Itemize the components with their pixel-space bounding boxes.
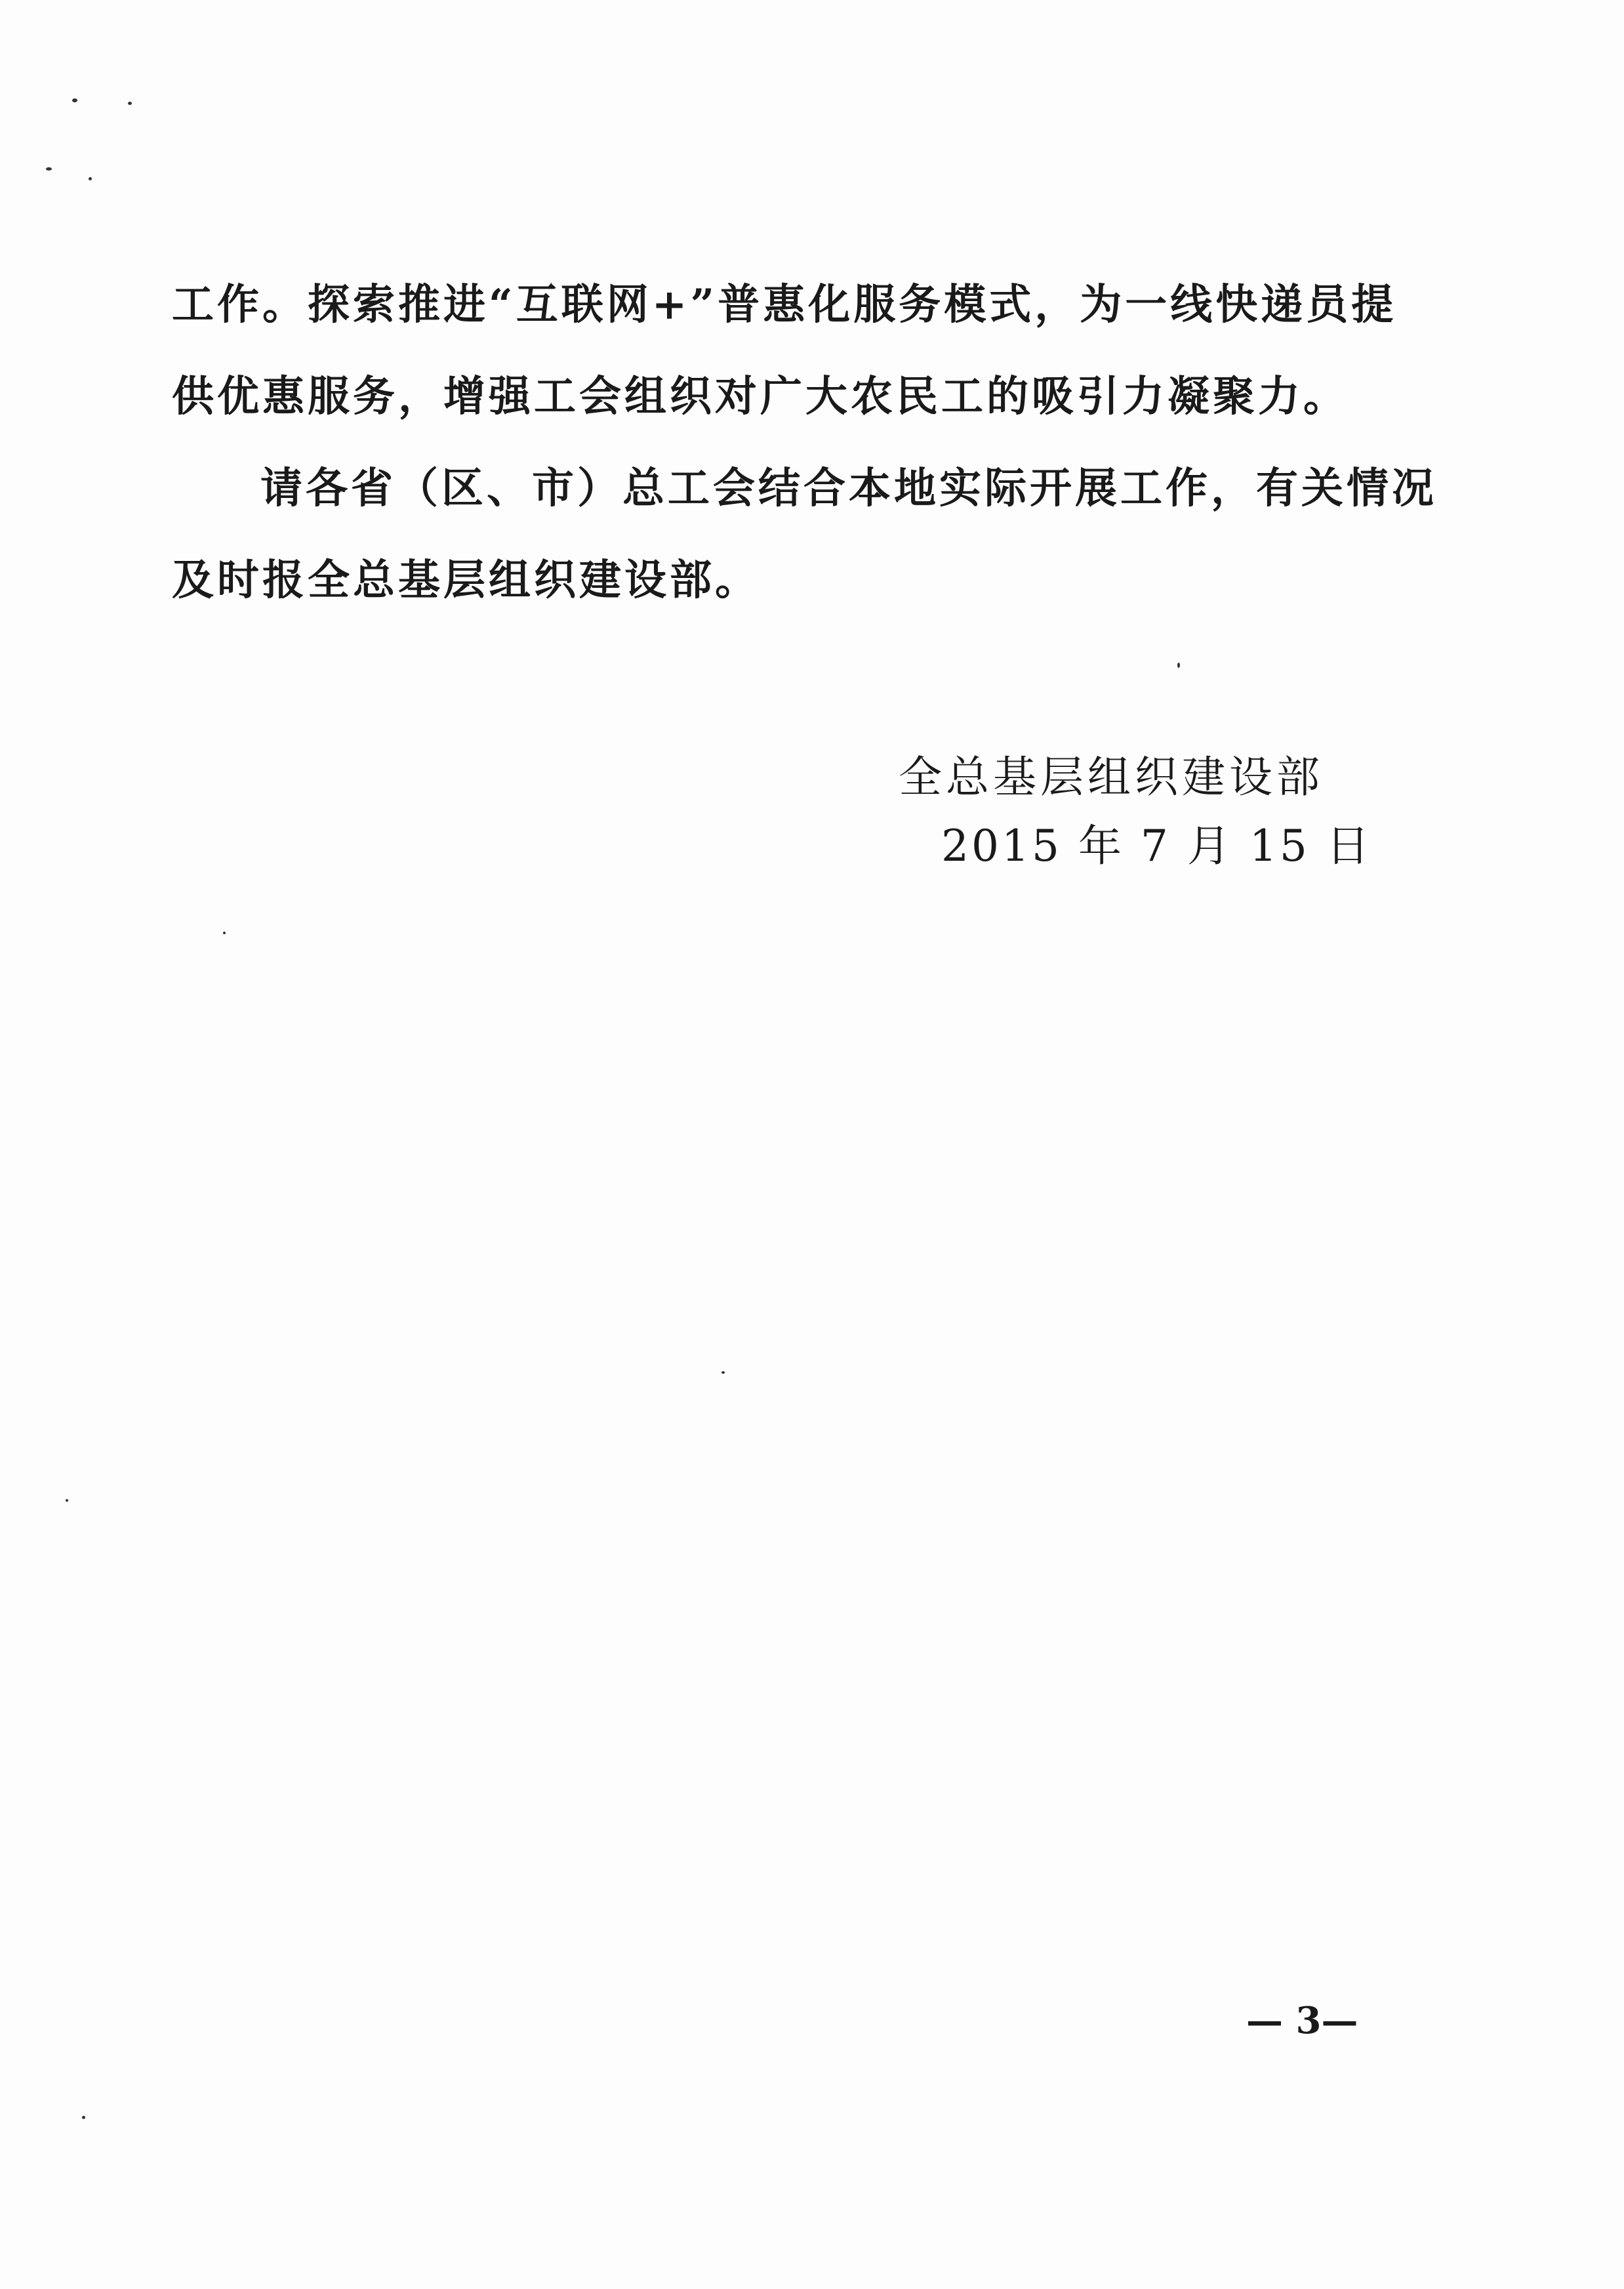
paragraph-request-line: 及时报全总基层组织建设部。 bbox=[172, 556, 760, 605]
scan-speck bbox=[72, 98, 77, 102]
page-number: — 3— bbox=[1246, 1999, 1358, 2042]
scan-speck bbox=[721, 1371, 725, 1374]
issue-date: 2015 年 7 月 15 日 bbox=[941, 821, 1372, 871]
scan-speck bbox=[46, 167, 52, 171]
paragraph-continued-line: 供优惠服务，增强工会组织对广大农民工的吸引力凝聚力。 bbox=[172, 372, 1349, 421]
paragraph-request-line: 请各省（区、市）总工会结合本地实际开展工作，有关情况 bbox=[260, 464, 1437, 513]
paragraph-continued-line: 工作。探索推进“互联网+”普惠化服务模式，为一线快递员提 bbox=[172, 280, 1397, 329]
scan-speck bbox=[82, 2116, 85, 2119]
body-text bbox=[172, 259, 1437, 627]
scan-speck bbox=[1177, 663, 1180, 668]
scan-speck bbox=[223, 932, 226, 934]
scan-speck bbox=[128, 102, 132, 105]
issuer-signature: 全总基层组织建设部 bbox=[899, 752, 1324, 802]
scan-speck bbox=[66, 1499, 68, 1502]
scan-speck bbox=[89, 177, 92, 180]
